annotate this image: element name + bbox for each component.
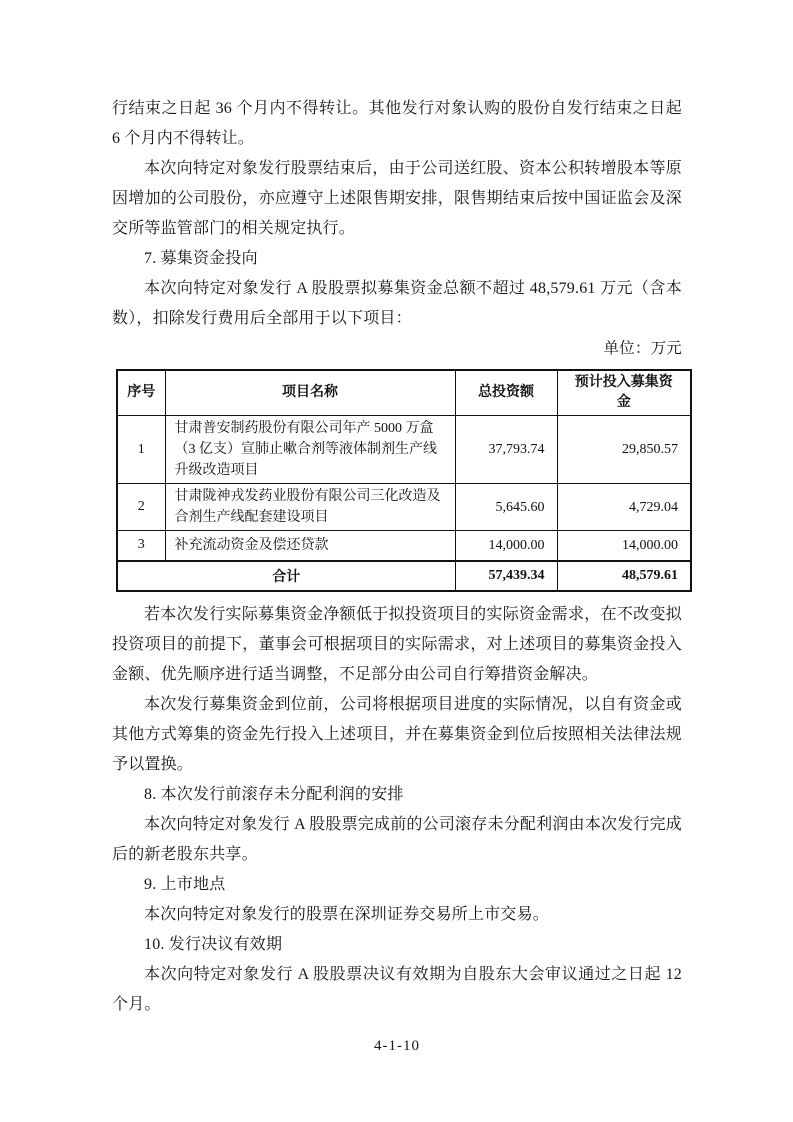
col-header-total-investment: 总投资额 (455, 370, 557, 416)
fund-usage-table (116, 369, 692, 592)
row-total-investment: 5,645.60 (455, 484, 557, 531)
row-project-name: 补充流动资金及偿还贷款 (165, 531, 455, 561)
page-number: 4-1-10 (374, 1037, 420, 1054)
total-label: 合计 (117, 561, 455, 591)
section-heading-8-retained-profit: 8. 本次发行前滚存未分配利润的安排 (144, 785, 404, 803)
paragraph-listing-venue: 本次向特定对象发行的股票在深圳证券交易所上市交易。 (144, 905, 550, 923)
section-heading-9-listing-venue: 9. 上市地点 (144, 875, 226, 893)
paragraph-bonus-shares: 本次向特定对象发行股票结束后，由于公司送红股、资本公积转增股本等原因增加的公司股份，亦应遵守上述限售期安排，限售期结束后按中国证监会及深交所等监管部门的相关规定执行。 (112, 160, 682, 237)
row-serial-no: 2 (117, 484, 165, 531)
col-header-raised-funds (557, 370, 691, 416)
paragraph-lockup-continuation: 行结束之日起 36 个月内不得转让。其他发行对象认购的股份自发行结束之日起 6 个月内不得转让。 (112, 100, 682, 147)
unit-note: 单位：万元 (603, 340, 682, 357)
row-total-investment: 37,793.74 (455, 416, 557, 484)
paragraph-fund-advance-replacement: 本次发行募集资金到位前，公司将根据项目进度的实际情况，以自有资金或其他方式筹集的资金先行投入上述项目，并在募集资金到位后按照相关法律法规予以置换。 (112, 695, 682, 773)
paragraph-total-raised: 本次向特定对象发行 A 股股票拟募集资金总额不超过 48,579.61 万元（含本数），扣除发行费用后全部用于以下项目： (112, 280, 682, 327)
table-row (117, 484, 691, 531)
row-raised-funds: 14,000.00 (557, 531, 691, 561)
paragraph-resolution-validity: 本次向特定对象发行 A 股股票决议有效期为自股东大会审议通过之日起 12 个月。 (112, 965, 682, 1013)
table-header-row (117, 370, 691, 416)
paragraph-retained-profit-sharing: 本次向特定对象发行 A 股股票完成前的公司滚存未分配利润由本次发行完成后的新老股东共享。 (112, 815, 682, 863)
total-raised-funds-sum: 48,579.61 (557, 561, 691, 591)
section-heading-10-resolution-validity: 10. 发行决议有效期 (144, 935, 283, 953)
row-raised-funds: 4,729.04 (557, 484, 691, 531)
row-total-investment: 14,000.00 (455, 531, 557, 561)
paragraph-shortfall-adjustment: 若本次发行实际募集资金净额低于拟投资项目的实际资金需求，在不改变拟投资项目的前提下，董事会可根据项目的实际需求，对上述项目的募集资金投入金额、优先顺序进行适当调整，不足部分由公司自行筹措资金解决。 (112, 605, 682, 683)
row-project-name: 甘肃陇神戎发药业股份有限公司三化改造及合剂生产线配套建设项目 (165, 484, 455, 531)
col-header-raised-funds-label: 预计投入募集资金 (574, 375, 673, 410)
table-row (117, 416, 691, 484)
col-header-serial-no: 序号 (117, 370, 165, 416)
table-row (117, 531, 691, 561)
page-content (112, 94, 682, 1060)
total-investment-sum: 57,439.34 (455, 561, 557, 591)
row-serial-no: 1 (117, 416, 165, 484)
section-heading-7-fund-usage: 7. 募集资金投向 (144, 250, 258, 267)
row-serial-no: 3 (117, 531, 165, 561)
col-header-project-name: 项目名称 (165, 370, 455, 416)
row-raised-funds: 29,850.57 (557, 416, 691, 484)
table-total-row (117, 561, 691, 591)
row-project-name: 甘肃普安制药股份有限公司年产 5000 万盒（3 亿支）宣肺止嗽合剂等液体制剂生产线升级改造项目 (165, 416, 455, 484)
